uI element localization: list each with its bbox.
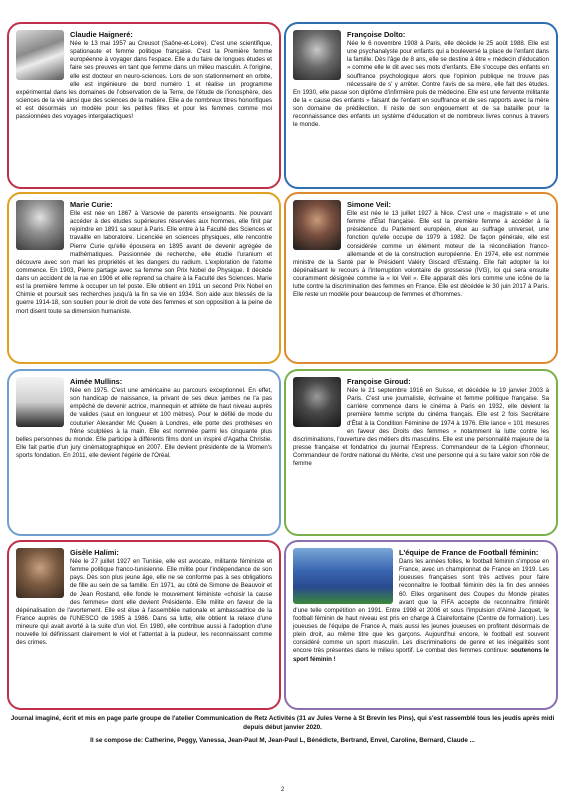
card-text-main: Dans les années folles, le football féminin s'impose en France, avec un championnat de France en 1919. Les joueuses françaises sont très actives pour faire reconnaître le football féminin dès la fin des années 60. Elles organisent des Coupes du Monde pirates avant que la FIFA accepte de reconnaître l'intérêt d'une telle compétition en 1991. Entre 1998 et 2006 et sous l'impulsion d'Aimé Jacquet, le football féminin de haut niveau est pris en charge à Clairefontaine (Centre de formation). Les joueuses de l'équipe de France A, mais aussi les jeunes joueuses en profitent désormais de plein droit, au même titre que les garçons. Aujourd'hui encore, le football est souvent considéré comme un sport masculin. Les discriminations de genre et les inégalités sont encore très présentes dans le milieu sportif. Le combat des femmes continue: [293, 558, 549, 655]
card-marie-curie [7, 192, 281, 364]
card-text: Née le 6 novembre 1908 à Paris, elle décède le 25 août 1988. Elle est une psychanalyste pour enfants qui a bouleversé la place de l'enfant dans la famille. Dès l'âge de 8 ans, elle se destine à être « médecin d'éducation » comme elle le dit avec ses mots d'enfants. Elle s'occupe des enfants en souffrance psychologique alors que l'opinion publique ne trouve pas nécessaire de s' y arrêter. Contre l'avis de sa mère, elle fait des études. En 1930, elle passe son diplôme d'infirmière puis de médecine. Elle est une fervente militante de la « cause des enfants » faisant de l'enfant en souffrance et de ses rapports avec la mère son domaine de prédilection. Il reste de son engouement et de sa bataille pour la reconnaissance des enfants un système d'éducation et de nombreux livres connus à travers le monde. [293, 40, 549, 129]
card-francoise-giroud [284, 369, 558, 536]
footer-credit: Journal imaginé, écrit et mis en page parle groupe de l'atelier Communication de Retz Activités (31 av Jules Verne à St Brevin les Pins), qui s'est rassemblé tous les jeudis après midi depuis début janvier 2020. [10, 715, 555, 732]
card-name: Françoise Giroud: [347, 377, 411, 386]
team-photo [293, 548, 393, 604]
portrait-photo [16, 30, 64, 80]
card-claudie-haignere [7, 22, 281, 189]
card-name: Marie Curie: [70, 200, 113, 209]
portrait-photo [16, 377, 64, 427]
card-text: Elle est née en 1867 à Varsovie de parents enseignants. Ne pouvant accéder à des études supérieures réservées aux hommes, elle finit par rejoindre en 1891 sa sœur à Paris. Elle entre à la Faculté des Sciences et travaille en laboratoire. Licenciée en sciences physiques, elle rencontre Pierre Curie qu'elle épousera en 1895 avant de devenir agrégée de mathématiques. Passionnée de recherche, elle étudie l'uranium et découvre avec son mari les propriétés et les dangers du radium. L'exploration de l'atome commence. En 1903, Pierre partage avec sa femme son Prix Nobel de Physique. Il décède dans un accident de la rue en 1906 et elle reprend sa chaire à la Faculté des Sciences. Marie est la première femme à occuper un tel poste. Elle obtient en 1911 un second Prix Nobel en Chimie et poursuit ses recherches jusqu'à la fin sa vie en 1934. Son aide aux blessés de la guerre 1914-18, son soutien pour le droit de vote des femmes et son opposition à la peine de mort disent toute sa dimension humaniste. [16, 210, 272, 315]
card-simone-veil [284, 192, 558, 364]
card-text: Née le 27 juillet 1927 en Tunisie, elle est avocate, militante féministe et femme politique franco-tunisienne. Elle milite pour l'indépendance de son pays. Dès son plus jeune âge, elle ne se conforme pas à ses obligations de fille au sein de sa famille. En 1971, au côté de Simone de Beauvoir et de Jean Rostand, elle fonde le mouvement féministe «choisir la cause des femmes» dont elle devient Présidente. Elle milite en faveur de la dépénalisation de l'avortement. Elle est élue à l'assemblée nationale et ambassadrice de la France auprès de l'UNESCO de 1985 à 1986. Dans sa lutte, elle obtient la relaxe d'une mineure qui avait avorté à la suite d'un viol. En 1980, elle contribue aussi à l'adoption d'une nouvelle loi définissant clairement le viol et l'attentat à la pudeur, les reconnaissant comme des crimes. [16, 558, 272, 647]
card-name: Aimée Mullins: [70, 377, 123, 386]
portrait-photo [16, 200, 64, 250]
card-text: Elle est née le 13 juillet 1927 à Nice. C'est une « magistrate » et une femme d'État française. Elle est la première femme à accéder à la présidence du Parlement européen, élue au suffrage universel, une fonction qu'elle occupe de 1979 à 1982. De façon générale, elle est considérée comme un élément moteur de la réconciliation franco-allemande et de la construction européenne. En 1974, elle est nommée ministre de la Santé par le Président Valéry Giscard d'Estaing. Elle fait adopter la loi dépénalisant le recours à l'interruption volontaire de grossesse (IVG), loi qui sera ensuite couramment désignée comme la « loi Veil ». Elle apparaît dès lors comme une icône de la lutte contre la discrimination des femmes en France. Elle est décédée le 30 juin 2017 à Paris. Elle reste un modèle pour beaucoup de femmes et d'hommes. [293, 210, 549, 299]
portrait-photo [16, 548, 64, 598]
portrait-photo [293, 377, 341, 427]
card-text-emphasis: soutenons le sport féminin ! [293, 647, 549, 663]
card-text: Née en 1975. C'est une américaine au parcours exceptionnel. En effet, son handicap de naissance, la privant de ses deux jambes ne l'a pas empêché de devenir actrice, mannequin et athlète de haut niveau auprès de valides (saut en longueur et 100 mètres). Pour le défilé de mode du couturier Alexander Mc Queen à Londres, elle porte des prothèses en frêne sculptées à la main. Elle est nommée parmi les cinquante plus belles personnes du monde. Elle participe à différents films dont un inspiré d'Agatha Christie. Elle fait partie d'un jury cinématographique en 2007. Elle devient présidente de la Women's sports fondation. En 2011, elle devient l'égérie de l'Oréal. [16, 387, 272, 459]
card-text: Née le 13 mai 1957 au Creusot (Saône-et-Loire). C'est une scientifique, spationaute et femme politique française. C'est la Première femme européenne à voyager dans l'espace. Elle a du faire de longues études et faire ses preuves en tant que femme dans un milieu masculin. A l'origine, elle est docteur en neuro-sciences. Lors de son stationnement en orbite, elle est ingénieure de bord numéro 1 et réalise un programme expérimental dans les domaines de l'observation de la Terre, de l'étude de l'ionosphère, des sciences de la vie ainsi que des sciences de la matière. Elle a de nombreux titres honorifiques et est désormais un modèle pour les petites filles et pour les femmes comme moi passionnées des voyages intergalactiques! [16, 40, 272, 121]
card-name: Françoise Dolto: [347, 30, 406, 39]
card-name: Gisèle Halimi: [70, 548, 119, 557]
card-name: Simone Veil: [347, 200, 391, 209]
card-equipe-football-feminin [284, 540, 558, 710]
card-francoise-dolto [284, 22, 558, 189]
footer [0, 714, 565, 745]
card-text: Née le 21 septembre 1916 en Suisse, et décédée le 19 janvier 2003 à Paris. C'est une journaliste, écrivaine et femme politique française. Sa carrière commence dans le cinéma à Paris en 1932, elle devient la première femme scripte du cinéma français. Elle est 2 fois Secrétaire d'État à la Condition Féminine de 1974 à 1976. Elle lance « 101 mesures en faveur des Droits des femmes » notamment la lutte contre les discriminations, l'ouverture des métiers dits masculins. Elle est une personnalité majeure de la presse française et fondatrice du journal l'Express. Commandeur de la Légion d'honneur, Commandeur de l'ordre national du Mérite, c'est une personne qui a su faire valoir son rôle de femme [293, 387, 549, 468]
page-number: 2 [280, 787, 285, 793]
card-name: L'équipe de France de Football féminin: [399, 548, 539, 557]
portrait-photo [293, 30, 341, 80]
card-name: Claudie Haigneré: [70, 30, 133, 39]
footer-members: Il se compose de: Catherine, Peggy, Vanessa, Jean-Paul M, Jean-Paul L, Bénédicte, Bertrand, Envel, Caroline, Bernard, Claude ... [90, 737, 475, 745]
portrait-photo [293, 200, 341, 250]
card-aimee-mullins [7, 369, 281, 536]
card-gisele-halimi [7, 540, 281, 710]
